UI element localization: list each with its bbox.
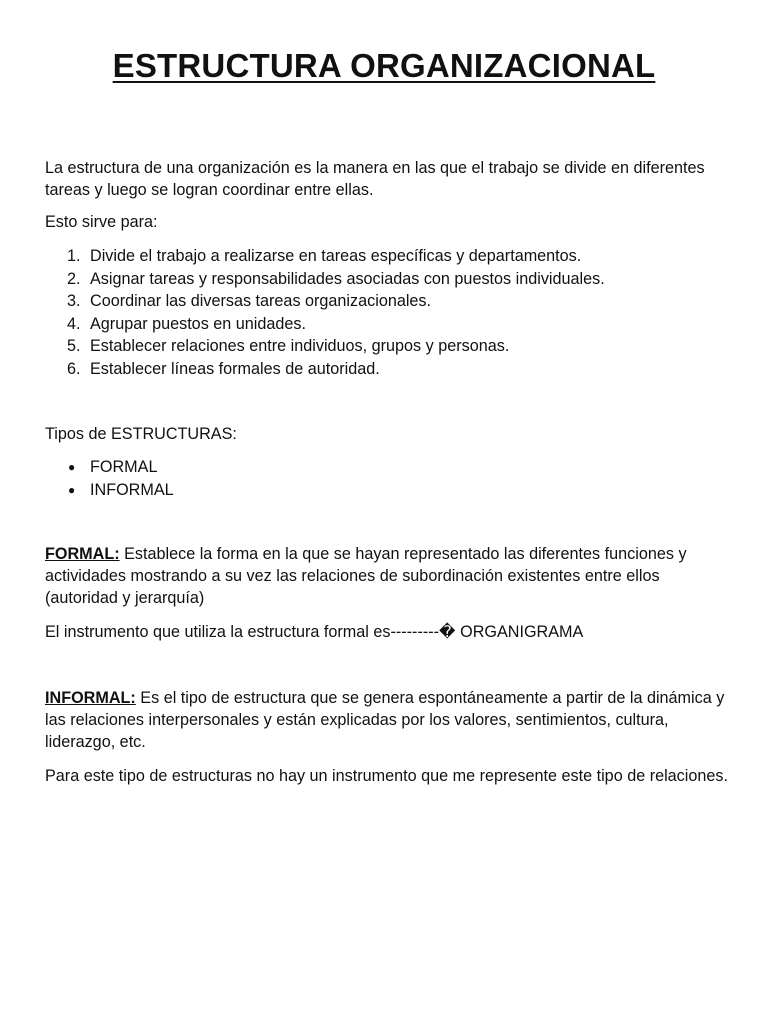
intro-paragraph: La estructura de una organización es la manera en las que el trabajo se divide en diferentes tareas y luego se logran coordinar entre ellas. bbox=[45, 159, 705, 199]
list-item: 4. Agrupar puestos en unidades. bbox=[67, 314, 306, 333]
formal-label: FORMAL: bbox=[45, 545, 120, 563]
types-heading: Tipos de ESTRUCTURAS: bbox=[45, 425, 237, 443]
purpose-list bbox=[45, 245, 605, 381]
list-item: ● INFORMAL bbox=[45, 479, 174, 502]
list-item: 3. Coordinar las diversas tareas organizacionales. bbox=[67, 292, 432, 311]
list-item: ● FORMAL bbox=[45, 456, 174, 479]
list-item: 5. Establecer relaciones entre individuos, grupos y personas. bbox=[67, 337, 510, 356]
bullet-icon: ● bbox=[68, 460, 76, 474]
formal-paragraph: FORMAL: Establece la forma en la que se hayan representado las diferentes funciones y actividades mostrando a su vez las relaciones de subordinación existentes entre ellos (autoridad y jerarquía) bbox=[45, 545, 687, 607]
list-item: 6. Establecer líneas formales de autoridad. bbox=[67, 359, 380, 378]
bullet-icon: ● bbox=[68, 482, 76, 497]
informal-note: Para este tipo de estructuras no hay un instrumento que me represente este tipo de relaciones. bbox=[45, 767, 728, 785]
document-title: ESTRUCTURA ORGANIZACIONAL bbox=[112, 47, 656, 84]
formal-instrument: El instrumento que utiliza la estructura formal es---------� ORGANIGRAMA bbox=[45, 623, 584, 641]
list-item: 2. Asignar tareas y responsabilidades asociadas con puestos individuales. bbox=[67, 269, 605, 288]
types-list bbox=[45, 456, 174, 501]
purpose-heading: Esto sirve para: bbox=[45, 213, 158, 231]
informal-label: INFORMAL: bbox=[45, 689, 136, 707]
informal-paragraph: INFORMAL: Es el tipo de estructura que se genera espontáneamente a partir de la dinámica y las relaciones interpersonales y están explicadas por los valores, sentimientos, cultura, liderazgo, etc. bbox=[45, 689, 725, 751]
list-item: 1. Divide el trabajo a realizarse en tareas específicas y departamentos. bbox=[67, 247, 582, 265]
